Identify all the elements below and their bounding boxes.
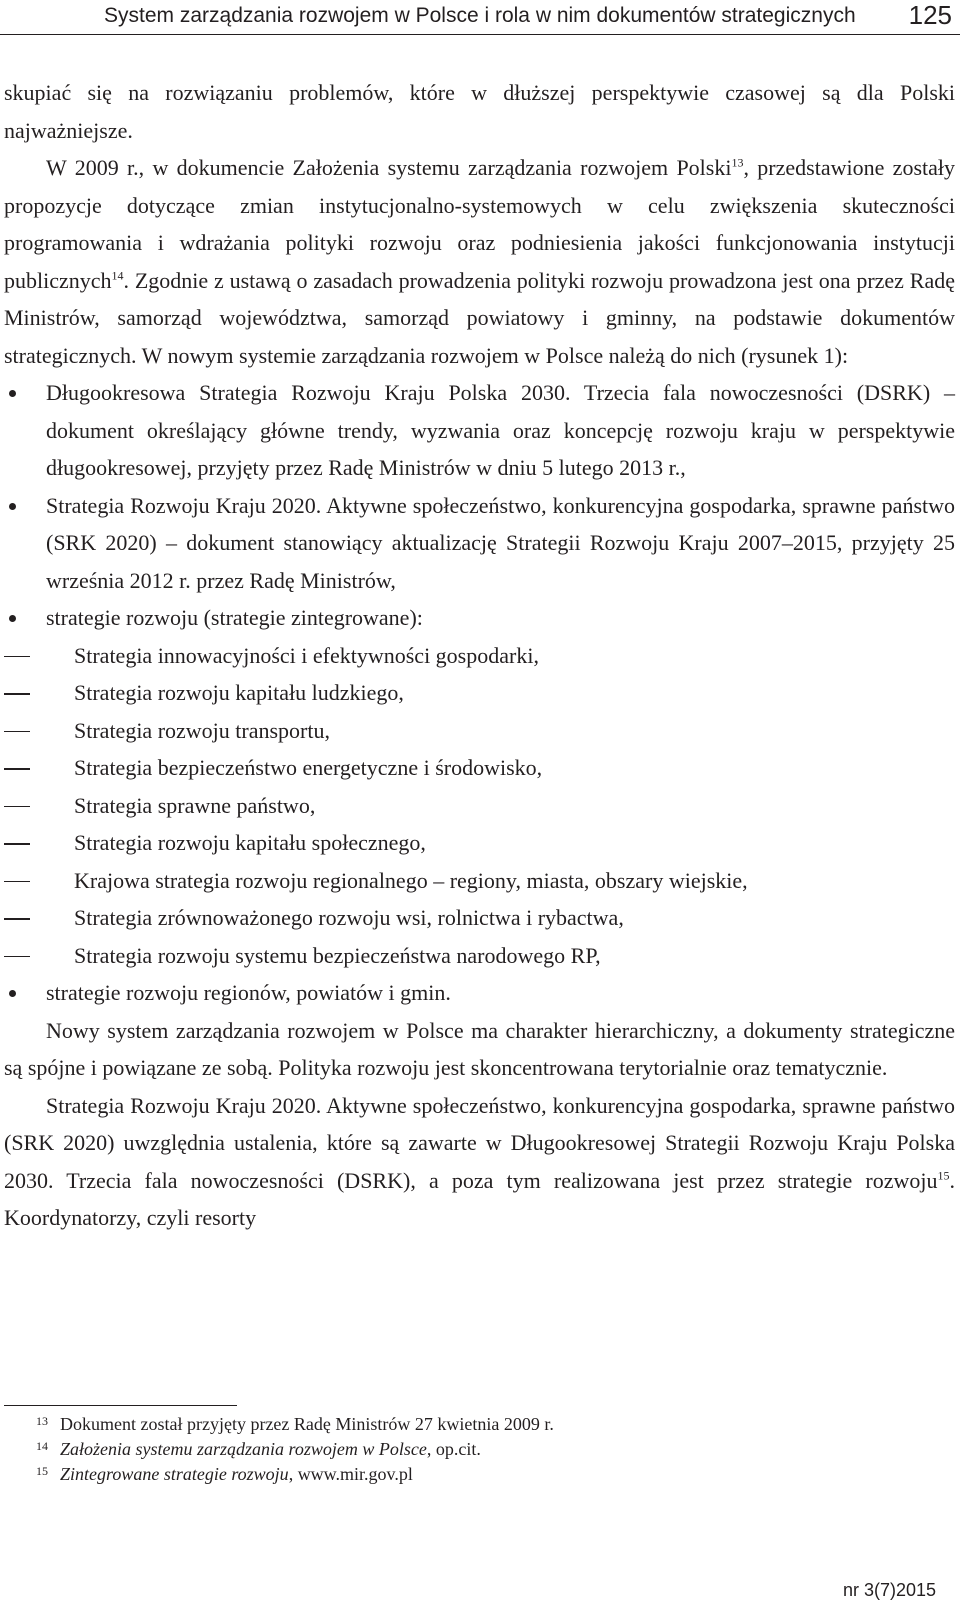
paragraph-4-part-1: Strategia Rozwoju Kraju 2020. Aktywne społeczeństwo, konkurencyjna gospodarka, sprawne państwo (SRK 2020) uwzględnia ustalenia, które są zawarte w Długookresowej Strategii Rozwoju Kraju Polska 2030. Trzecia fala nowoczesności (DSRK), a poza tym realizowana jest przez strategie rozwoju	[4, 1092, 955, 1193]
paragraph-3: Nowy system zarządzania rozwojem w Polsce ma charakter hierarchiczny, a dokumenty strategiczne są spójne i powiązane ze sobą. Polityka rozwoju jest skoncentrowana terytorialnie oraz tematycznie.	[4, 1017, 955, 1080]
integrated-strategies-sublist	[4, 637, 955, 975]
list-item-srk-2020: Strategia Rozwoju Kraju 2020. Aktywne społeczeństwo, konkurencyjna gospodarka, sprawne państwo (SRK 2020) – dokument stanowiący aktualizację Strategii Rozwoju Kraju 2007–2015, przyjęty 25 września 2012 r. przez Radę Ministrów,	[4, 487, 955, 600]
paragraph-2-part-3: . Zgodnie z ustawą o zasadach prowadzenia polityki rozwoju prowadzona jest ona przez Radę Ministrów, samorząd województwa, samorząd powiatowy i gminny, na podstawie dokumentów strategicznych. W nowym systemie zarządzania rozwojem w Polsce należą do nich (rysunek 1):	[4, 267, 955, 368]
footnote-14	[36, 1437, 936, 1462]
footnote-title: Zintegrowane strategie rozwoju	[60, 1464, 289, 1484]
footnote-number: 15	[36, 1464, 48, 1478]
page-number: 125	[908, 0, 952, 30]
strategy-list	[4, 374, 955, 1012]
paragraph-2-part-1: W 2009 r., w dokumencie Założenia systemu zarządzania rozwojem Polski	[46, 155, 732, 180]
footnote-text: , www.mir.gov.pl	[288, 1464, 413, 1484]
sublist-item: Strategia innowacyjności i efektywności gospodarki,	[4, 637, 955, 675]
sublist-item: Strategia rozwoju kapitału społecznego,	[4, 824, 955, 862]
sublist-item: Strategia rozwoju systemu bezpieczeństwa narodowego RP,	[4, 937, 955, 975]
sublist-item: Strategia zrównoważonego rozwoju wsi, rolnictwa i rybactwa,	[4, 899, 955, 937]
footnote-title: Założenia systemu zarządzania rozwojem w Polsce	[60, 1439, 427, 1459]
footnote-text: , op.cit.	[426, 1439, 481, 1459]
footnote-number: 14	[36, 1439, 48, 1453]
paragraph-1: skupiać się na rozwiązaniu problemów, które w dłuższej perspektywie czasowej są dla Polski najważniejsze.	[4, 80, 955, 143]
footnotes	[36, 1412, 936, 1487]
sublist-item: Strategia rozwoju kapitału ludzkiego,	[4, 674, 955, 712]
footnote-13	[36, 1412, 936, 1437]
sublist-item: Strategia rozwoju transportu,	[4, 712, 955, 750]
footnote-divider	[4, 1405, 237, 1406]
list-item-integrated-strategies-label: strategie rozwoju (strategie zintegrowane):	[46, 605, 423, 630]
sublist-item: Strategia sprawne państwo,	[4, 787, 955, 825]
list-item-dsrk: Długookresowa Strategia Rozwoju Kraju Polska 2030. Trzecia fala nowoczesności (DSRK) – dokument określający główne trendy, wyzwania oraz koncepcję rozwoju kraju w perspektywie długookresowej, przyjęty przez Radę Ministrów w dniu 5 lutego 2013 r.,	[4, 374, 955, 487]
paragraph-2-part-2: , przedstawione zostały propozycje dotyczące zmian instytucjonalno-systemowych w celu zwiększenia skuteczności programowania i wdrażania polityki rozwoju oraz podniesienia jakości funkcjonowania instytucji publicznych	[4, 155, 956, 293]
footnote-ref-15[interactable]: 15	[937, 1168, 950, 1183]
sublist-item: Krajowa strategia rozwoju regionalnego – regiony, miasta, obszary wiejskie,	[4, 862, 955, 900]
paragraph-4	[4, 1087, 955, 1237]
footnote-number: 13	[36, 1414, 48, 1428]
footnote-ref-13[interactable]: 13	[731, 155, 744, 170]
sublist-item: Strategia bezpieczeństwo energetyczne i środowisko,	[4, 749, 955, 787]
paragraph-4-part-2: . Koordynatorzy, czyli resorty	[4, 1167, 955, 1230]
running-title: System zarządzania rozwojem w Polsce i rola w nim dokumentów strategicznych	[104, 4, 856, 27]
paragraph-2	[4, 149, 955, 374]
list-item-integrated-strategies	[4, 599, 955, 974]
list-item-regional-strategies: strategie rozwoju regionów, powiatów i gmin.	[4, 974, 955, 1012]
footnote-text: Dokument został przyjęty przez Radę Ministrów 27 kwietnia 2009 r.	[60, 1414, 554, 1434]
issue-label: nr 3(7)2015	[842, 1580, 936, 1600]
footnote-ref-14[interactable]: 14	[111, 268, 124, 283]
main-text	[4, 74, 955, 1237]
footnote-15	[36, 1462, 936, 1487]
running-header	[0, 0, 960, 35]
